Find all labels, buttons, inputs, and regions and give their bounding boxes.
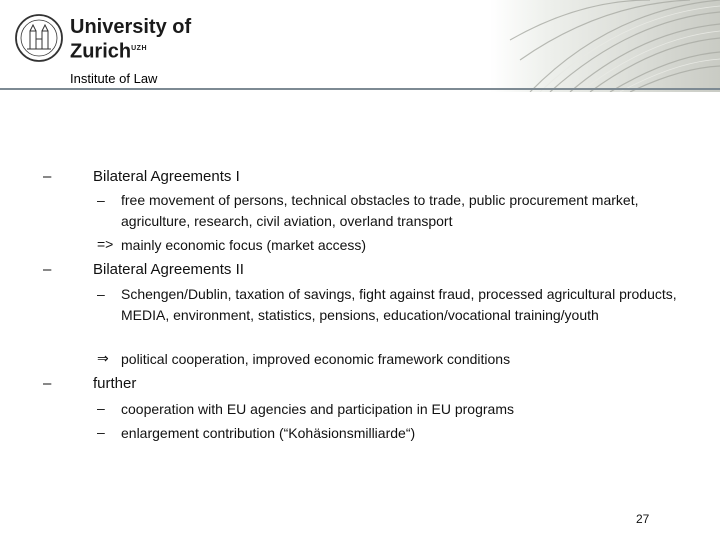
bullet-dash: – [43,261,52,278]
sub-bullet-dash: – [97,400,105,416]
sub-bullet-dash: – [97,424,105,440]
conclusion-arrow-icon: => [97,236,114,252]
page-number: 27 [636,512,650,526]
university-name-line1: University of [70,16,192,38]
sub-bullet-dash: – [97,286,105,302]
sub-bullet-dash: – [97,192,105,208]
conclusion-text: mainly economic focus (market access) [121,237,367,253]
subitem-text: cooperation with EU agencies and participation in EU programs [121,401,514,417]
university-name-line2: Zurich$^{UZH}$ [70,40,148,63]
institute-name: Institute of Law [70,71,158,86]
heading-bilateral-agreements-ii: Bilateral Agreements II [93,261,244,278]
subitem-text: Schengen/Dublin, taxation of savings, fight against fraud, processed agricultural products, MEDIA, environment, statistics, pensions, education/vocational training/youth [121,286,677,323]
conclusion-arrow-icon: ⇒ [97,350,109,366]
bullet-dash: – [43,168,52,185]
subitem-text: enlargement contribution (“Kohäsionsmilliarde“) [121,425,416,441]
heading-bilateral-agreements-i: Bilateral Agreements I [93,168,240,185]
conclusion-text: political cooperation, improved economic framework conditions [121,351,511,367]
bullet-dash: – [43,375,52,392]
subitem-text: free movement of persons, technical obstacles to trade, public procurement market, agriculture, research, civil aviation, overland transport [121,192,639,229]
university-superscript: UZH [131,45,148,52]
heading-further: further [93,375,137,392]
